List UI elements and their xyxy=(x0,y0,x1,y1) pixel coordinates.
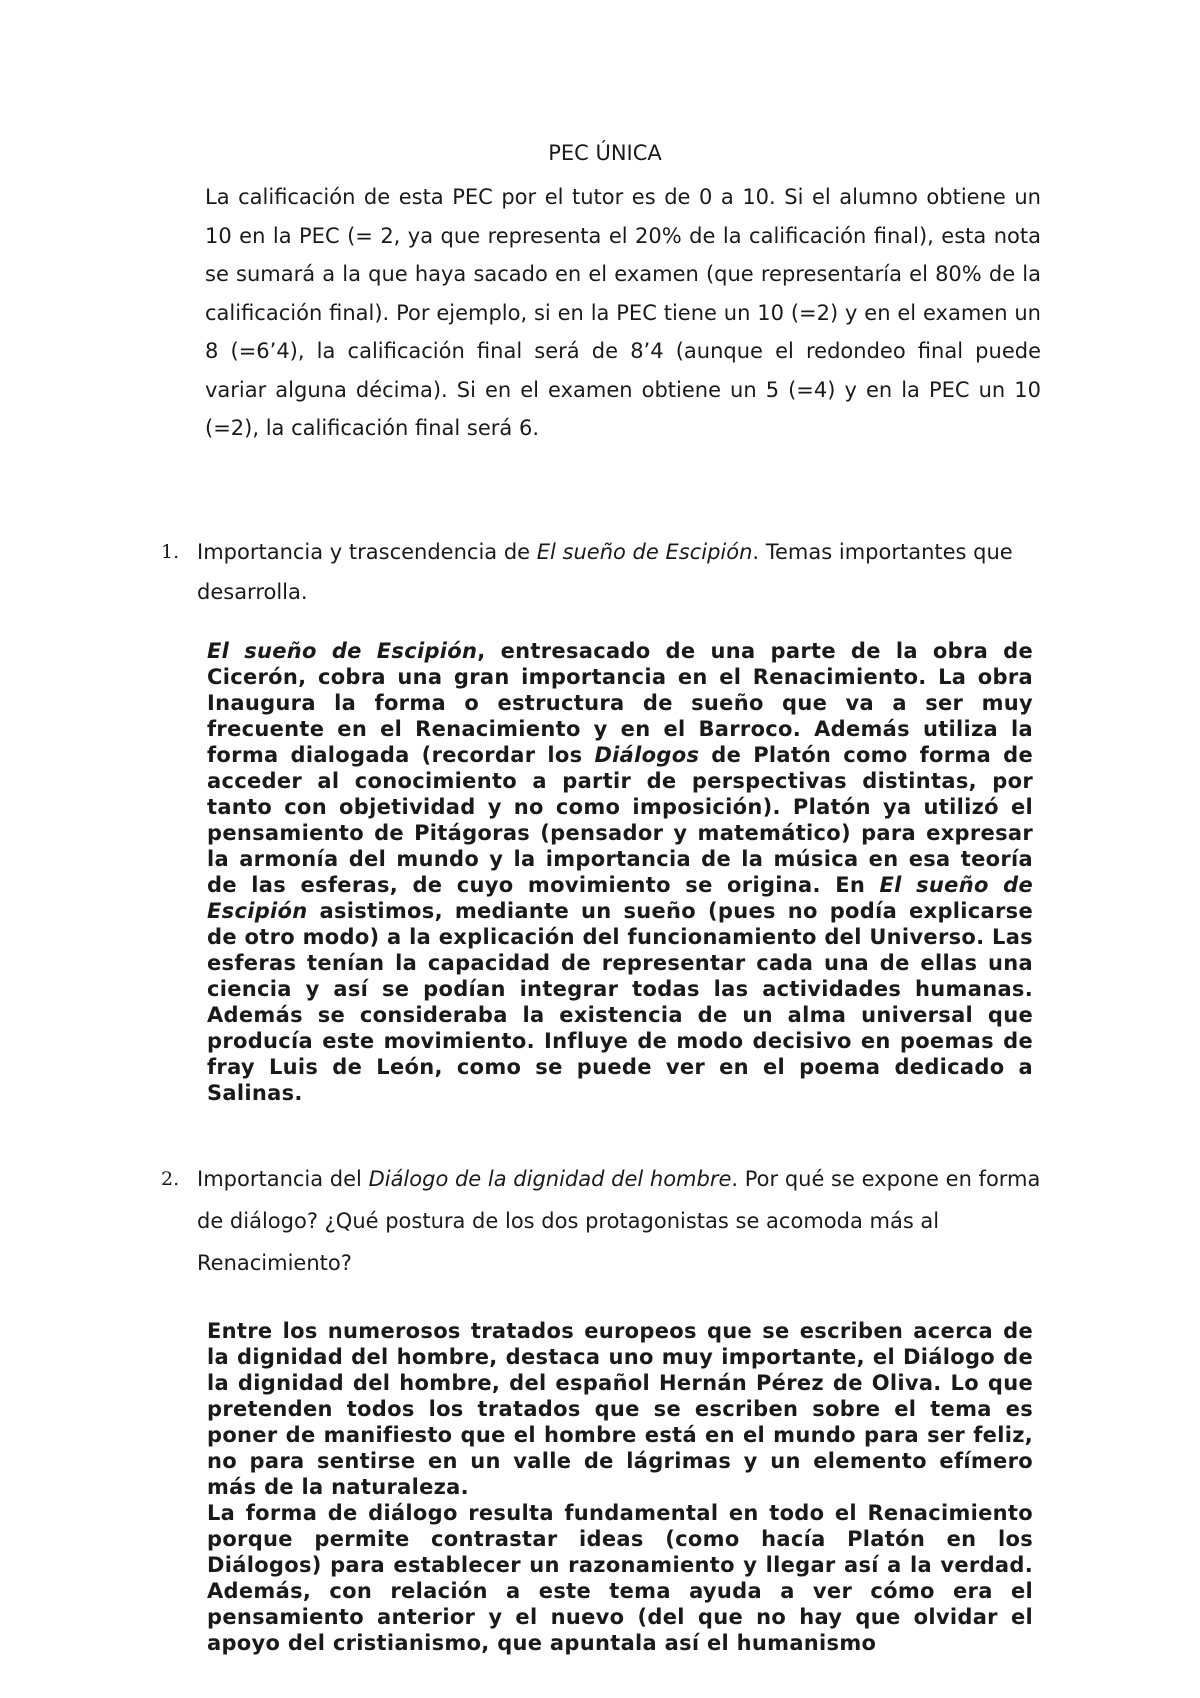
answer-2-paragraph-2: La forma de diálogo resulta fundamental en todo el Renacimiento porque permite contrastar ideas (como hacía Platón en los Diálogos) para establecer un razonamiento y llegar así a la verdad. Además, con relación a este tema ayuda a ver cómo era el pensamiento anterior y el nuevo (del que no hay que olvidar el apoyo del cristianismo, que apuntala así el humanismo xyxy=(207,1501,1033,1655)
intro-paragraph: La calificación de esta PEC por el tutor es de 0 a 10. Si el alumno obtiene un 10 en la PEC (= 2, ya que representa el 20% de la calificación final), esta nota se sumará a la que haya sacado en el examen (que representaría el 80% de la calificación final). Por ejemplo, si en la PEC tiene un 10 (=2) y en el examen un 8 (=6’4), la calificación final será de 8’4 (aunque el redondeo final puede variar alguna décima). Si en el examen obtiene un 5 (=4) y en la PEC un 10 (=2), la calificación final será 6. xyxy=(205,185,1041,440)
question-1 xyxy=(161,532,1042,612)
question-1-italic-title: El sueño de Escipión xyxy=(536,540,753,564)
question-1-text-end: . Temas importantes que desarrolla. xyxy=(197,540,1013,604)
answer-1-text-a: , entresacado de una parte de la obra de Cicerón, cobra una gran importancia en el Renacimiento. La obra Inaugura la forma o estructura de sueño que va a ser muy frecuente en el Renacimiento y en el Barroco. Además utiliza la forma dialogada (recordar los xyxy=(207,639,1034,767)
answer-1-italic-title-2: El sueño de Escipión xyxy=(207,873,1033,923)
answer-2 xyxy=(207,1318,1033,1656)
question-2-italic-title: Diálogo de la dignidad del hombre xyxy=(368,1167,732,1191)
answer-2-paragraph-1: Entre los numerosos tratados europeos que se escriben acerca de la dignidad del hombre, destaca uno muy importante, el Diálogo de la dignidad del hombre, del español Hernán Pérez de Oliva. Lo que pretenden todos los tratados que se escriben sobre el tema es poner de manifiesto que el hombre está en el mundo para ser feliz, no para sentirse en un valle de lágrimas y un elemento efímero más de la naturaleza. xyxy=(207,1319,1033,1499)
answer-1-paragraph xyxy=(207,638,1033,1106)
answer-1-italic-dialogos: Diálogos xyxy=(594,743,700,767)
question-2 xyxy=(161,1158,1042,1284)
answer-1-italic-title: El sueño de Escipión xyxy=(207,639,478,663)
answer-1 xyxy=(207,638,1033,1106)
question-2-text-end: . Por qué se expone en forma de diálogo? ¿Qué postura de los dos protagonistas se acomoda más al Renacimiento? xyxy=(197,1167,1041,1275)
answer-1-text-b: de Platón como forma de acceder al conocimiento a partir de perspectivas distintas, por tanto con objetividad y no como imposición). Platón ya utilizó el pensamiento de Pitágoras (pensador y matemático) para expresar la armonía del mundo y la importancia de la música en esa teoría de las esferas, de cuyo movimiento se origina. En xyxy=(207,743,1033,897)
question-2-text-start: Importancia del xyxy=(197,1167,369,1191)
question-2-number: 2. xyxy=(161,1168,180,1190)
answer-1-text-c: asistimos, mediante un sueño (pues no podía explicarse de otro modo) a la explicación del funcionamiento del Universo. Las esferas tenían la capacidad de representar cada una de ellas una ciencia y así se podían integrar todas las actividades humanas. Además se consideraba la existencia de un alma universal que producía este movimiento. Influye de modo decisivo en poemas de fray Luis de León, como se puede ver en el poema dedicado a Salinas. xyxy=(207,899,1033,1105)
page-title: PEC ÚNICA xyxy=(548,141,662,165)
question-1-text-start: Importancia y trascendencia de xyxy=(197,540,537,564)
question-1-number: 1. xyxy=(161,541,180,563)
